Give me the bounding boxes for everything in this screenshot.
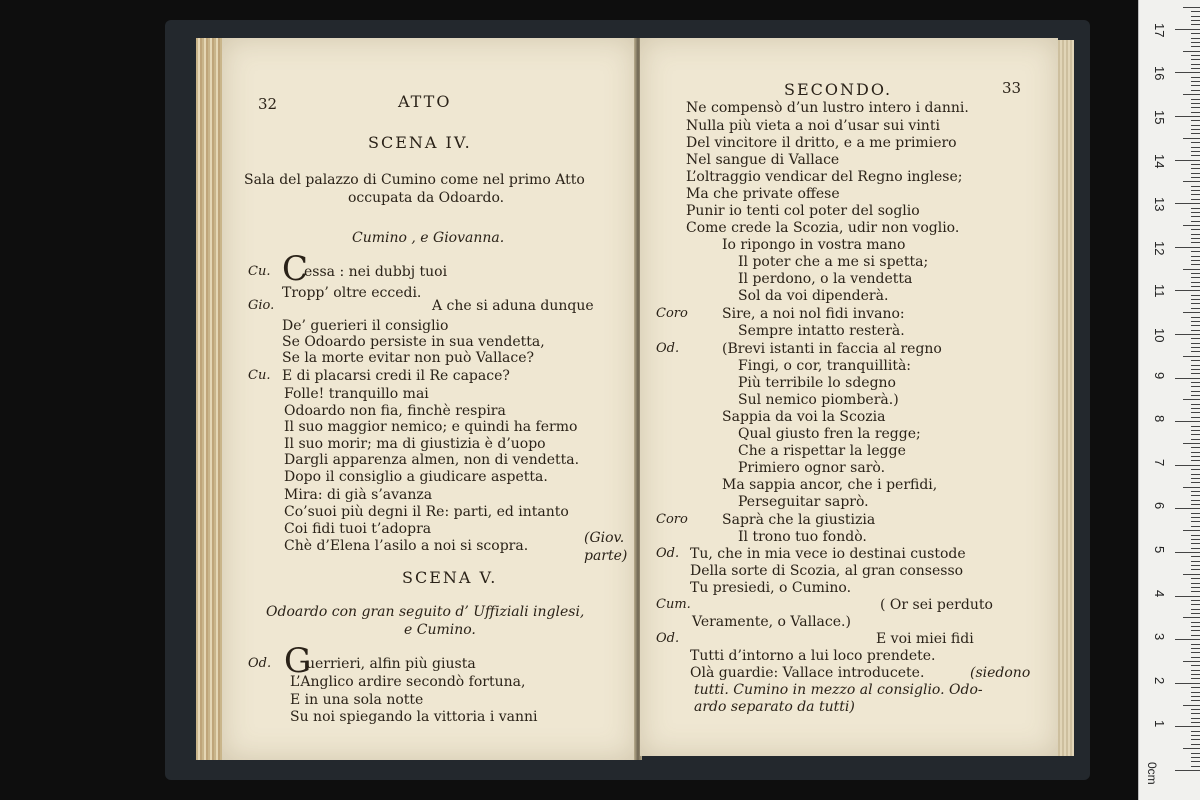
verse-line: Il poter che a me si spetta;	[738, 254, 929, 270]
ruler-number: 8	[1152, 415, 1167, 423]
ruler-tick	[1191, 256, 1200, 257]
ruler-tick	[1191, 386, 1200, 387]
ruler-tick	[1191, 351, 1200, 352]
ruler-tick	[1183, 94, 1200, 95]
ruler-number: 1	[1152, 720, 1167, 728]
ruler-tick	[1175, 378, 1200, 379]
ruler-tick	[1191, 282, 1200, 283]
ruler-tick	[1191, 665, 1200, 666]
ruler-tick	[1183, 443, 1200, 444]
ruler-tick	[1191, 700, 1200, 701]
verse-line: Sul nemico piomberà.)	[738, 392, 899, 408]
ruler-unit: 0cm	[1145, 762, 1159, 785]
ruler-tick	[1191, 125, 1200, 126]
ruler-tick	[1183, 269, 1200, 270]
ruler-tick	[1191, 129, 1200, 130]
ruler-tick	[1191, 212, 1200, 213]
stage-direction: (siedono	[970, 665, 1031, 681]
ruler-tick	[1191, 613, 1200, 614]
ruler-number: 12	[1152, 240, 1167, 256]
ruler-tick	[1191, 535, 1200, 536]
ruler-tick	[1191, 648, 1200, 649]
speaker-label: Gio.	[248, 298, 275, 313]
verse-line: E voi miei fidi	[876, 631, 974, 647]
ruler-tick	[1191, 68, 1200, 69]
speaker-label: Cu.	[248, 368, 271, 383]
speaker-label: Od.	[656, 631, 680, 646]
ruler-number: 7	[1152, 458, 1167, 467]
ruler-tick	[1191, 229, 1200, 230]
ruler-tick	[1175, 639, 1200, 640]
ruler-tick	[1183, 748, 1200, 749]
ruler-tick	[1191, 11, 1200, 12]
verse-line: Il trono tuo fondò.	[738, 529, 867, 545]
ruler-tick	[1183, 617, 1200, 618]
ruler-number: 16	[1152, 66, 1167, 81]
drop-cap: C	[282, 249, 309, 289]
ruler-tick	[1191, 412, 1200, 413]
ruler-tick	[1191, 460, 1200, 461]
verse-line: Mira: di già s’avanza	[284, 487, 433, 503]
ruler-tick	[1191, 526, 1200, 527]
scene2-characters-1: Odoardo con gran seguito d’ Uffiziali inglesi,	[266, 604, 585, 620]
ruler-tick	[1175, 683, 1200, 684]
ruler-tick	[1175, 552, 1200, 553]
running-header-left: ATTO	[398, 92, 452, 111]
ruler-tick	[1191, 321, 1200, 322]
ruler-tick	[1175, 72, 1200, 73]
ruler-tick	[1191, 417, 1200, 418]
ruler-tick	[1191, 273, 1200, 274]
ruler-tick	[1191, 426, 1200, 427]
ruler-tick	[1191, 652, 1200, 653]
ruler-tick	[1191, 626, 1200, 627]
ruler-tick	[1191, 77, 1200, 78]
verse-line: Il suo maggior nemico; e quindi ha fermo	[284, 419, 578, 435]
ruler-tick	[1191, 299, 1200, 300]
ruler-tick	[1191, 360, 1200, 361]
ruler-tick	[1175, 508, 1200, 509]
ruler-tick	[1191, 81, 1200, 82]
scene-title-2: SCENA V.	[402, 568, 498, 587]
verse-line: Tu presiedi, o Cumino.	[690, 580, 852, 596]
verse-line: Punir io tenti col poter del soglio	[686, 203, 920, 219]
ruler-tick	[1191, 447, 1200, 448]
ruler-tick	[1191, 260, 1200, 261]
verse-line: Su noi spiegando la vittoria i vanni	[290, 709, 538, 725]
verse-line: Nel sangue di Vallace	[686, 152, 840, 168]
ruler-tick	[1191, 434, 1200, 435]
ruler-number: 14	[1152, 153, 1167, 169]
ruler-tick	[1191, 491, 1200, 492]
ruler-tick	[1191, 696, 1200, 697]
ruler-tick	[1191, 112, 1200, 113]
ruler-tick	[1175, 334, 1200, 335]
verse-line: E di placarsi credi il Re capace?	[282, 368, 510, 384]
ruler-tick	[1175, 203, 1200, 204]
running-header-right: SECONDO.	[784, 80, 893, 99]
verse-line: Come crede la Scozia, udir non voglio.	[686, 220, 960, 236]
ruler-tick	[1191, 635, 1200, 636]
verse-line: Se la morte evitar non può Vallace?	[282, 350, 535, 366]
ruler-tick	[1191, 391, 1200, 392]
verse-line: Odoardo non fia, finchè respira	[284, 403, 506, 419]
ruler-number: 3	[1152, 633, 1167, 641]
verse-line: Il suo morir; ma di giustizia è d’uopo	[284, 436, 546, 452]
ruler-tick	[1191, 757, 1200, 758]
verse-line: Ma sappia ancor, che i perfidi,	[722, 477, 938, 493]
ruler-tick	[1191, 513, 1200, 514]
verse-line: Tutti d’intorno a lui loco prendete.	[690, 648, 936, 664]
ruler-tick	[1191, 147, 1200, 148]
ruler-tick	[1191, 343, 1200, 344]
ruler-tick	[1191, 600, 1200, 601]
ruler-number: 4	[1152, 589, 1167, 597]
verse-line: Chè d’Elena l’asilo a noi si scopra.	[284, 538, 529, 554]
verse-line: Se Odoardo persiste in sua vendetta,	[282, 334, 545, 350]
setting-line-2: occupata da Odoardo.	[348, 190, 505, 206]
ruler-tick	[1183, 705, 1200, 706]
ruler-tick	[1191, 556, 1200, 557]
ruler-number: 2	[1152, 676, 1167, 685]
speaker-label: Cum.	[656, 597, 691, 612]
ruler-tick	[1191, 739, 1200, 740]
ruler-tick	[1183, 225, 1200, 226]
ruler-tick	[1191, 539, 1200, 540]
stage-direction: parte)	[584, 548, 628, 564]
ruler-tick	[1175, 247, 1200, 248]
page-number-left: 32	[258, 95, 278, 113]
ruler-tick	[1191, 216, 1200, 217]
ruler-number: 5	[1152, 546, 1167, 554]
scene2-characters-2: e Cumino.	[404, 622, 476, 638]
ruler-number: 13	[1152, 197, 1167, 212]
ruler-tick	[1191, 365, 1200, 366]
ruler-tick	[1191, 583, 1200, 584]
ruler-tick	[1191, 517, 1200, 518]
verse-line: Sire, a noi nol fidi invano:	[722, 306, 905, 322]
ruler-tick	[1191, 59, 1200, 60]
ruler-tick	[1191, 569, 1200, 570]
ruler-tick	[1191, 42, 1200, 43]
speaker-label: Od.	[248, 656, 272, 671]
ruler-tick	[1191, 264, 1200, 265]
verse-line: Più terribile lo sdegno	[738, 375, 896, 391]
ruler-number: 15	[1152, 110, 1167, 125]
ruler-tick	[1191, 295, 1200, 296]
ruler-tick	[1191, 713, 1200, 714]
verse-line: Coi fidi tuoi t’adopra	[284, 521, 432, 537]
ruler-tick	[1175, 726, 1200, 727]
ruler-tick	[1191, 199, 1200, 200]
ruler-number: 17	[1152, 22, 1167, 38]
ruler-tick	[1175, 421, 1200, 422]
ruler-tick	[1191, 692, 1200, 693]
ruler-tick	[1191, 155, 1200, 156]
ruler-tick	[1191, 238, 1200, 239]
ruler-tick	[1183, 7, 1200, 8]
ruler-tick	[1191, 177, 1200, 178]
ruler-tick	[1191, 234, 1200, 235]
ruler-tick	[1191, 404, 1200, 405]
ruler-tick	[1175, 160, 1200, 161]
ruler-tick	[1183, 399, 1200, 400]
ruler-tick	[1191, 452, 1200, 453]
ruler-tick	[1191, 439, 1200, 440]
ruler-tick	[1183, 51, 1200, 52]
ruler-tick	[1191, 674, 1200, 675]
ruler-tick	[1191, 325, 1200, 326]
ruler-tick	[1191, 194, 1200, 195]
ruler-tick	[1191, 604, 1200, 605]
ruler-tick	[1191, 495, 1200, 496]
ruler-tick	[1191, 408, 1200, 409]
speaker-label: Cu.	[248, 264, 271, 279]
ruler-tick	[1191, 565, 1200, 566]
ruler-tick	[1191, 500, 1200, 501]
ruler-tick	[1191, 474, 1200, 475]
ruler-tick	[1191, 186, 1200, 187]
ruler-tick	[1191, 591, 1200, 592]
ruler-tick	[1191, 735, 1200, 736]
verse-line: Ne compensò d’un lustro intero i danni.	[686, 100, 969, 116]
ruler-number: 10	[1152, 328, 1167, 343]
ruler-tick	[1191, 99, 1200, 100]
ruler-tick	[1191, 242, 1200, 243]
ruler-tick	[1183, 356, 1200, 357]
ruler-tick	[1191, 430, 1200, 431]
ruler-tick	[1191, 469, 1200, 470]
verse-line: Folle! tranquillo mai	[284, 386, 429, 402]
verse-line: (Brevi istanti in faccia al regno	[722, 341, 942, 357]
measurement-ruler	[1138, 0, 1200, 800]
ruler-tick	[1191, 317, 1200, 318]
ruler-tick	[1191, 744, 1200, 745]
ruler-tick	[1191, 482, 1200, 483]
ruler-tick	[1191, 718, 1200, 719]
ruler-tick	[1191, 630, 1200, 631]
ruler-tick	[1183, 487, 1200, 488]
verse-line: Olà guardie: Vallace introducete.	[690, 665, 925, 681]
verse-line: Sappia da voi la Scozia	[722, 409, 886, 425]
ruler-tick	[1191, 369, 1200, 370]
ruler-tick	[1191, 308, 1200, 309]
verse-line: Veramente, o Vallace.)	[692, 614, 851, 630]
setting-line-1: Sala del palazzo di Cumino come nel primo Atto	[244, 172, 585, 188]
verse-line: essa : nei dubbj tuoi	[304, 264, 448, 280]
ruler-tick	[1191, 521, 1200, 522]
ruler-tick	[1191, 208, 1200, 209]
ruler-tick	[1191, 753, 1200, 754]
ruler-tick	[1191, 168, 1200, 169]
verse-line: Saprà che la giustizia	[722, 512, 876, 528]
ruler-tick	[1183, 574, 1200, 575]
ruler-number: 9	[1152, 371, 1167, 379]
ruler-tick	[1191, 766, 1200, 767]
ruler-tick	[1191, 24, 1200, 25]
verse-line: Co’suoi più degni il Re: parti, ed intanto	[284, 504, 569, 520]
ruler-tick	[1191, 543, 1200, 544]
ruler-tick	[1191, 221, 1200, 222]
ruler-tick	[1191, 286, 1200, 287]
ruler-tick	[1191, 622, 1200, 623]
ruler-tick	[1191, 85, 1200, 86]
verse-line: Dopo il consiglio a giudicare aspetta.	[284, 469, 548, 485]
verse-line: ( Or sei perduto	[880, 597, 993, 613]
ruler-tick	[1183, 181, 1200, 182]
ruler-tick	[1183, 530, 1200, 531]
speaker-label: Coro	[656, 512, 688, 527]
ruler-tick	[1191, 38, 1200, 39]
ruler-tick	[1191, 107, 1200, 108]
ruler-tick	[1191, 303, 1200, 304]
ruler-tick	[1191, 478, 1200, 479]
page-number-right: 33	[1002, 79, 1022, 97]
verse-line: Del vincitore il dritto, e a me primiero	[686, 135, 957, 151]
ruler-tick	[1191, 151, 1200, 152]
verse-line: Tropp’ oltre eccedi.	[282, 285, 422, 301]
ruler-tick	[1191, 55, 1200, 56]
ruler-tick	[1191, 103, 1200, 104]
ruler-number: 6	[1152, 502, 1167, 510]
verse-line: Dargli apparenza almen, non di vendetta.	[284, 452, 580, 468]
ruler-tick	[1191, 330, 1200, 331]
ruler-tick	[1191, 504, 1200, 505]
ruler-tick	[1191, 46, 1200, 47]
ruler-tick	[1191, 277, 1200, 278]
ruler-tick	[1191, 64, 1200, 65]
verse-line: Della sorte di Scozia, al gran consesso	[690, 563, 964, 579]
ruler-tick	[1191, 687, 1200, 688]
ruler-tick	[1175, 465, 1200, 466]
ruler-tick	[1191, 657, 1200, 658]
ruler-tick	[1191, 678, 1200, 679]
drop-cap: G	[284, 641, 312, 681]
verse-line: Sol da voi dipenderà.	[738, 288, 889, 304]
ruler-tick	[1191, 173, 1200, 174]
ruler-tick	[1191, 347, 1200, 348]
ruler-tick	[1191, 190, 1200, 191]
ruler-tick	[1191, 561, 1200, 562]
ruler-tick	[1191, 548, 1200, 549]
speaker-label: Od.	[656, 341, 680, 356]
ruler-tick	[1175, 116, 1200, 117]
verse-line: De’ guerieri il consiglio	[282, 318, 449, 334]
scene-title: SCENA IV.	[368, 133, 472, 152]
stage-direction: ardo separato da tutti)	[694, 699, 855, 715]
ruler-tick	[1191, 164, 1200, 165]
ruler-tick	[1191, 20, 1200, 21]
ruler-tick	[1175, 290, 1200, 291]
ruler-tick	[1191, 456, 1200, 457]
speaker-label: Coro	[656, 306, 688, 321]
ruler-tick	[1191, 90, 1200, 91]
stage-direction: (Giov.	[584, 530, 625, 546]
ruler-tick	[1191, 120, 1200, 121]
verse-line: Nulla più vieta a noi d’usar sui vinti	[686, 118, 940, 134]
ruler-tick	[1191, 251, 1200, 252]
verse-line: Il perdono, o la vendetta	[738, 271, 913, 287]
verse-line: Io ripongo in vostra mano	[722, 237, 906, 253]
ruler-tick	[1175, 29, 1200, 30]
ruler-tick	[1191, 33, 1200, 34]
ruler-tick	[1191, 722, 1200, 723]
ruler-tick	[1191, 142, 1200, 143]
verse-line: Primiero ognor sarò.	[738, 460, 886, 476]
verse-line: E in una sola notte	[290, 692, 424, 708]
verse-line: Tu, che in mia vece io destinai custode	[690, 546, 966, 562]
verse-line: Ma che private offese	[686, 186, 840, 202]
ruler-tick	[1191, 338, 1200, 339]
ruler-tick	[1191, 644, 1200, 645]
ruler-tick	[1191, 578, 1200, 579]
ruler-tick	[1191, 16, 1200, 17]
ruler-tick	[1191, 709, 1200, 710]
verse-line: A che si aduna dunque	[432, 298, 594, 314]
verse-line: Qual giusto fren la regge;	[738, 426, 921, 442]
stage-direction: tutti. Cumino in mezzo al consiglio. Odo-	[694, 682, 983, 698]
ruler-tick	[1191, 761, 1200, 762]
verse-line: Perseguitar saprò.	[738, 494, 869, 510]
ruler-tick	[1191, 133, 1200, 134]
ruler-tick	[1191, 670, 1200, 671]
verse-line: Fingi, o cor, tranquillità:	[738, 358, 912, 374]
speaker-label: Od.	[656, 546, 680, 561]
ruler-tick	[1191, 382, 1200, 383]
ruler-tick	[1183, 312, 1200, 313]
verse-line: L’Anglico ardire secondò fortuna,	[290, 674, 526, 690]
ruler-tick	[1191, 373, 1200, 374]
ruler-tick	[1183, 138, 1200, 139]
ruler-tick	[1175, 770, 1200, 771]
verse-line: uerrieri, alfin più giusta	[306, 656, 476, 672]
ruler-tick	[1183, 661, 1200, 662]
verse-line: Sempre intatto resterà.	[738, 323, 905, 339]
ruler-tick	[1191, 609, 1200, 610]
ruler-tick	[1191, 587, 1200, 588]
scene-characters: Cumino , e Giovanna.	[352, 230, 505, 246]
verse-line: Che a rispettar la legge	[738, 443, 906, 459]
ruler-tick	[1191, 395, 1200, 396]
ruler-tick	[1175, 596, 1200, 597]
ruler-number: 11	[1152, 284, 1167, 298]
ruler-tick	[1191, 731, 1200, 732]
verse-line: L’oltraggio vendicar del Regno inglese;	[686, 169, 963, 185]
